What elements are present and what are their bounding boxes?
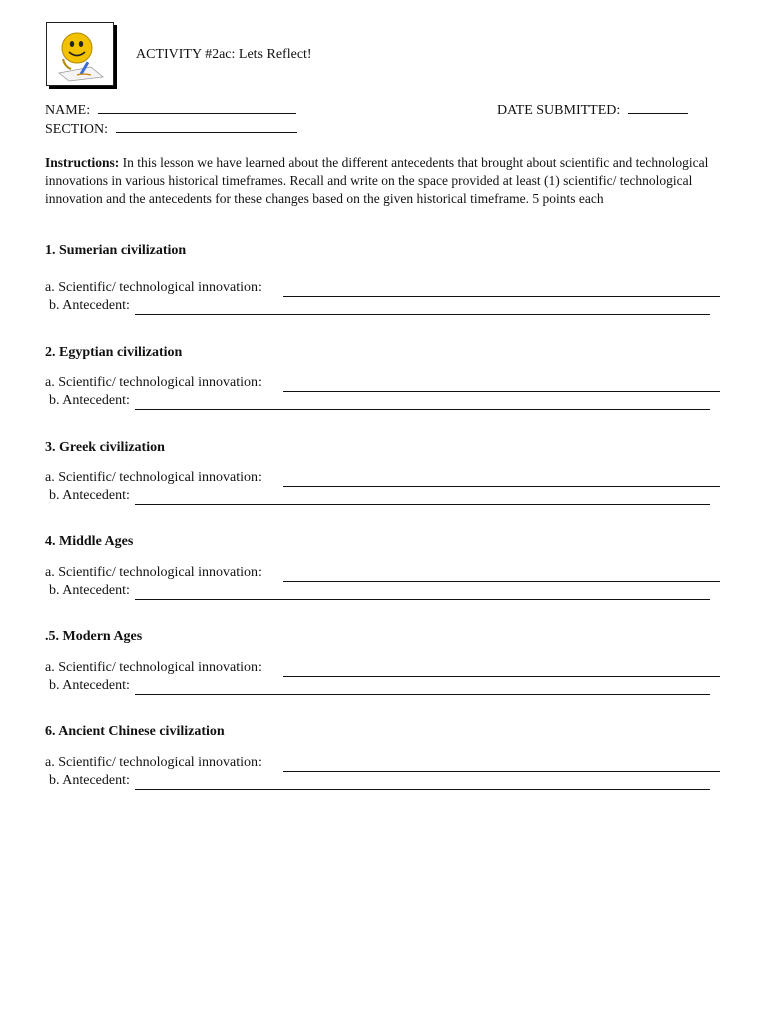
antecedent-answer-line[interactable] <box>135 314 710 315</box>
item-title: 4. Middle Ages <box>45 534 134 549</box>
item-1 <box>45 243 735 316</box>
item-title: 1. Sumerian civilization <box>45 243 187 258</box>
activity-logo <box>46 22 114 86</box>
section-field-row <box>45 120 297 138</box>
section-blank[interactable] <box>116 120 297 133</box>
innovation-label: a. Scientific/ technological innovation: <box>45 280 262 295</box>
antecedent-answer-line[interactable] <box>135 694 710 695</box>
antecedent-label: b. Antecedent: <box>49 583 130 598</box>
antecedent-answer-line[interactable] <box>135 504 710 505</box>
innovation-answer-line[interactable] <box>283 771 720 772</box>
activity-title: ACTIVITY #2ac: Lets Reflect! <box>136 47 312 62</box>
antecedent-label: b. Antecedent: <box>49 488 130 503</box>
innovation-label: a. Scientific/ technological innovation: <box>45 660 262 675</box>
smiley-writing-icon <box>47 23 113 85</box>
innovation-answer-line[interactable] <box>283 391 720 392</box>
date-blank[interactable] <box>628 101 688 114</box>
item-6 <box>45 724 735 791</box>
instructions-body: In this lesson we have learned about the different antecedents that brought about scientific and technological innovations in various historical timeframes. Recall and write on the space provided at least (1) scientific/ technological innovation and the antecedents for these changes based on the given historical timeframe. 5 points each <box>45 155 709 206</box>
name-label: NAME: <box>45 103 91 118</box>
antecedent-row <box>45 773 735 791</box>
instructions-lead: Instructions: <box>45 155 120 170</box>
antecedent-row <box>45 678 735 696</box>
date-field-row <box>497 101 688 119</box>
item-title: 6. Ancient Chinese civilization <box>45 724 225 739</box>
item-title: 2. Egyptian civilization <box>45 345 183 360</box>
item-5 <box>45 629 735 696</box>
item-title: .5. Modern Ages <box>45 629 143 644</box>
innovation-row <box>45 375 735 393</box>
innovation-label: a. Scientific/ technological innovation: <box>45 565 262 580</box>
antecedent-label: b. Antecedent: <box>49 393 130 408</box>
antecedent-row <box>45 583 735 601</box>
innovation-row <box>45 565 735 583</box>
item-3 <box>45 440 735 506</box>
innovation-row <box>45 470 735 488</box>
name-blank[interactable] <box>98 101 296 114</box>
innovation-label: a. Scientific/ technological innovation: <box>45 470 262 485</box>
antecedent-answer-line[interactable] <box>135 409 710 410</box>
innovation-answer-line[interactable] <box>283 486 720 487</box>
item-2 <box>45 345 735 411</box>
innovation-row <box>45 755 735 773</box>
antecedent-label: b. Antecedent: <box>49 773 130 788</box>
innovation-row <box>45 660 735 678</box>
innovation-answer-line[interactable] <box>283 296 720 297</box>
antecedent-answer-line[interactable] <box>135 599 710 600</box>
date-submitted-label: DATE SUBMITTED: <box>497 103 621 118</box>
innovation-answer-line[interactable] <box>283 581 720 582</box>
antecedent-row <box>45 393 735 411</box>
antecedent-answer-line[interactable] <box>135 789 710 790</box>
antecedent-row <box>45 488 735 506</box>
item-4 <box>45 534 735 601</box>
antecedent-row <box>45 298 735 316</box>
name-field-row <box>45 101 296 119</box>
innovation-label: a. Scientific/ technological innovation: <box>45 755 262 770</box>
instructions-paragraph <box>45 154 725 208</box>
innovation-answer-line[interactable] <box>283 676 720 677</box>
antecedent-label: b. Antecedent: <box>49 298 130 313</box>
innovation-row <box>45 280 735 298</box>
antecedent-label: b. Antecedent: <box>49 678 130 693</box>
section-label: SECTION: <box>45 122 108 137</box>
innovation-label: a. Scientific/ technological innovation: <box>45 375 262 390</box>
item-title: 3. Greek civilization <box>45 440 165 455</box>
